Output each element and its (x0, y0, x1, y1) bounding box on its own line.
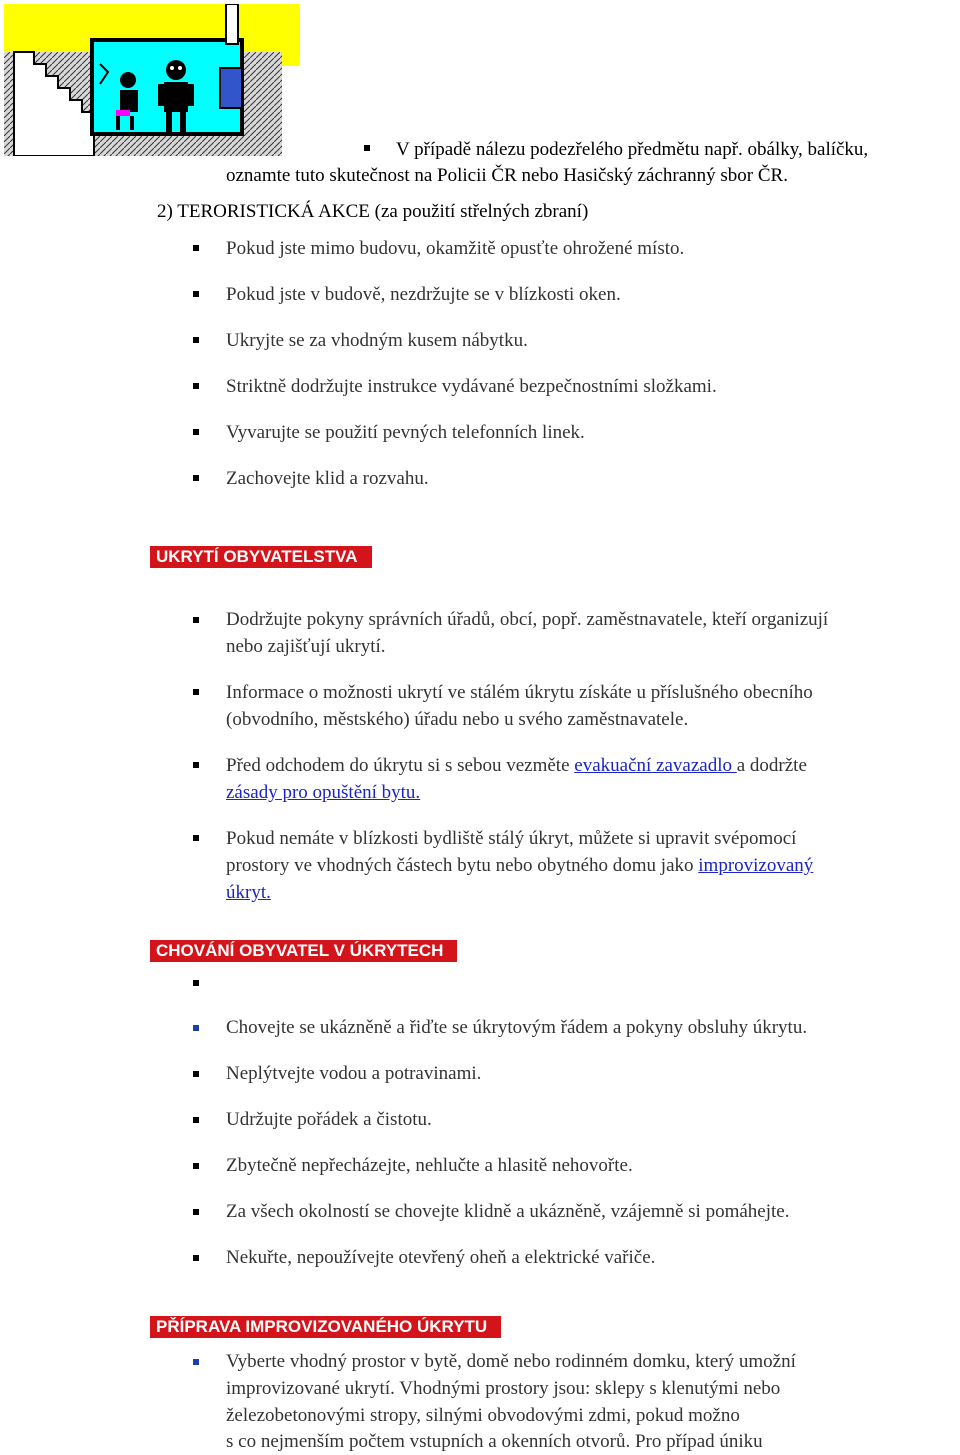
terror-title: 2) TERORISTICKÁ AKCE (za použití střelných zbraní) (157, 201, 589, 222)
list-item-line: nebo zajišťují ukrytí. (226, 636, 386, 657)
list-item: Neplýtvejte vodou a potravinami. (226, 1063, 482, 1084)
text: prostory ve vhodných částech bytu nebo obytného domu jako (226, 855, 699, 876)
section-heading-improvised: PŘÍPRAVA IMPROVIZOVANÉHO ÚKRYTU (150, 1316, 501, 1338)
list-item-line (226, 779, 420, 806)
bullet (193, 429, 199, 435)
shelter-illustration (4, 4, 300, 156)
list-item: Nekuřte, nepoužívejte otevřený oheň a elektrické vařiče. (226, 1247, 656, 1268)
bullet (193, 1359, 199, 1365)
list-item-line (226, 852, 813, 879)
bullet (193, 383, 199, 389)
bullet (193, 245, 199, 251)
list-item-line: Pokud nemáte v blízkosti bydliště stálý úkryt, můžete si upravit svépomocí (226, 828, 797, 849)
list-item: Zbytečně nepřecházejte, nehlučte a hlasitě nehovořte. (226, 1155, 633, 1176)
bullet (193, 337, 199, 343)
bullet (193, 291, 199, 297)
improvised-shelter-link[interactable]: improvizovaný (698, 855, 814, 876)
bullet (193, 689, 199, 695)
section-heading-behavior: CHOVÁNÍ OBYVATEL V ÚKRYTECH (150, 940, 457, 962)
intro-line-1: V případě nálezu podezřelého předmětu např. obálky, balíčku, (396, 139, 869, 160)
paragraph-line: improvizované ukrytí. Vhodnými prostory jsou: sklepy s klenutými nebo (226, 1378, 781, 1399)
list-item: Chovejte se ukázněně a řiďte se úkrytovým řádem a pokyny obsluhy úkrytu. (226, 1017, 808, 1038)
list-item: Za všech okolností se chovejte klidně a ukázněně, vzájemně si pomáhejte. (226, 1201, 790, 1222)
bullet-empty (193, 980, 199, 986)
text: a dodržte (736, 755, 807, 776)
text: Před odchodem do úkrytu si s sebou vezměte (226, 755, 575, 776)
list-item: Udržujte pořádek a čistotu. (226, 1109, 432, 1130)
list-item: Pokud jste v budově, nezdržujte se v blízkosti oken. (226, 284, 621, 305)
bullet (193, 1209, 199, 1215)
intro-line-2: oznamte tuto skutečnost na Policii ČR nebo Hasičský záchranný sbor ČR. (226, 165, 788, 186)
evacuation-luggage-link[interactable]: evakuační zavazadlo (574, 755, 737, 776)
paragraph-line: s co nejmenším počtem vstupních a okenních otvorů. Pro případ úniku (226, 1431, 763, 1452)
bullet (193, 1117, 199, 1123)
list-item: Zachovejte klid a rozvahu. (226, 468, 429, 489)
list-item-line (226, 879, 271, 906)
list-item: Pokud jste mimo budovu, okamžitě opusťte ohrožené místo. (226, 238, 685, 259)
bullet (193, 617, 199, 623)
bullet (364, 145, 370, 151)
bullet (193, 835, 199, 841)
improvised-shelter-link-end[interactable]: úkryt. (226, 882, 271, 903)
list-item-line: Dodržujte pokyny správních úřadů, obcí, popř. zaměstnavatele, kteří organizují (226, 609, 829, 630)
paragraph-line: Vyberte vhodný prostor v bytě, domě nebo rodinném domku, který umožní (226, 1351, 796, 1372)
bullet (193, 1255, 199, 1261)
list-item-line (226, 752, 807, 779)
paragraph-line: železobetonovými stropy, silnými obvodovými zdmi, pokud možno (226, 1405, 740, 1426)
list-item: Ukryjte se za vhodným kusem nábytku. (226, 330, 528, 351)
bullet (193, 475, 199, 481)
bullet (193, 1163, 199, 1169)
bullet (193, 1071, 199, 1077)
leaving-flat-rules-link[interactable]: zásady pro opuštění bytu. (226, 782, 421, 803)
bullet (193, 762, 199, 768)
list-item-line: (obvodního, městského) úřadu nebo u svého zaměstnavatele. (226, 709, 689, 730)
section-heading-shelter: UKRYTÍ OBYVATELSTVA (150, 546, 372, 568)
list-item: Striktně dodržujte instrukce vydávané bezpečnostními složkami. (226, 376, 717, 397)
bullet (193, 1025, 199, 1031)
list-item: Vyvarujte se použití pevných telefonních linek. (226, 422, 585, 443)
list-item-line: Informace o možnosti ukrytí ve stálém úkrytu získáte u příslušného obecního (226, 682, 813, 703)
